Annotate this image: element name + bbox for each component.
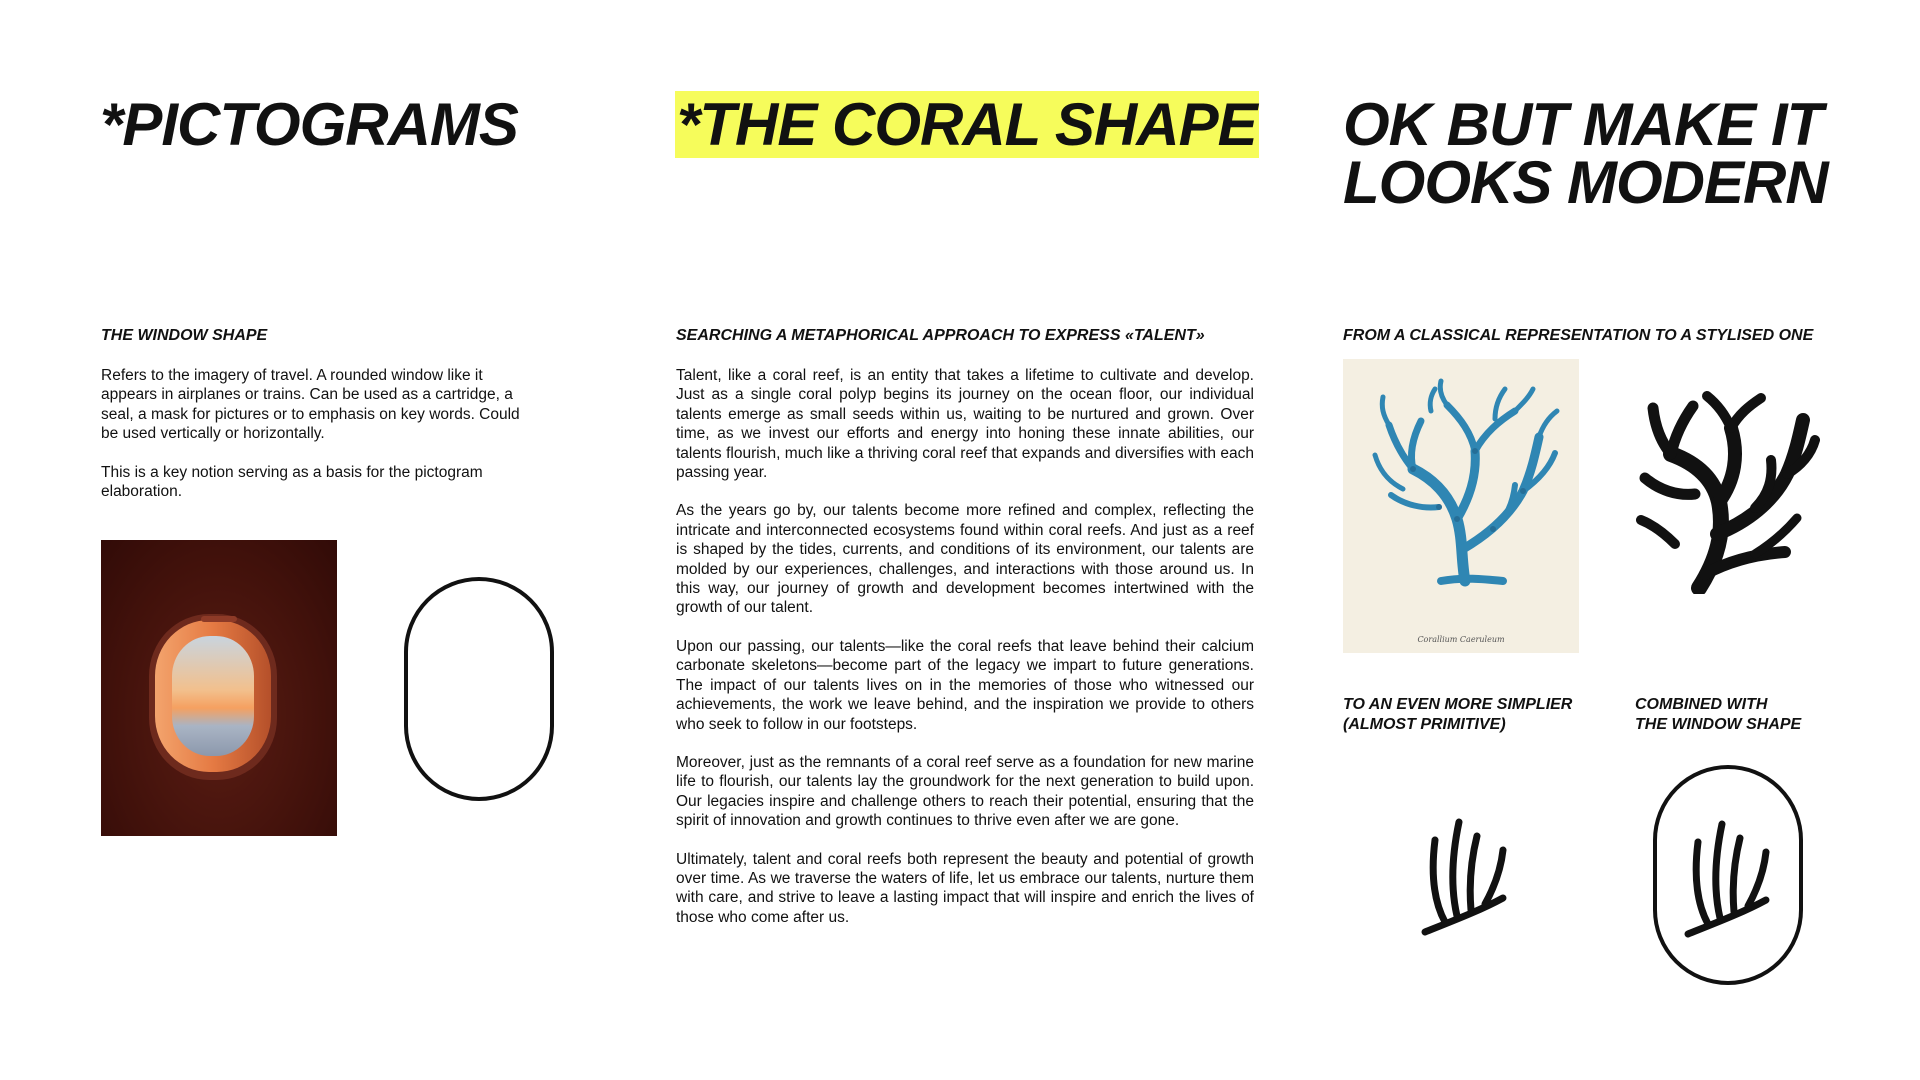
modern-title-line-2: LOOKS MODERN: [1343, 149, 1828, 216]
modern-title-line-1: OK BUT MAKE IT: [1343, 91, 1823, 158]
window-shape-icon: [403, 576, 555, 802]
coral-subtitle: SEARCHING A METAPHORICAL APPROACH TO EXPRESS «TALENT»: [676, 327, 1205, 344]
window-shape-description: [101, 366, 531, 520]
coral-paragraph-2: As the years go by, our talents become more refined and complex, reflecting the intricate and interconnected ecosystems found within coral reefs. And just as a reef is shaped by the tides, currents, and conditions of its environment, our talents are molded by our experiences, challenges, and interactions with those around us. In this way, our journey of growth and development becomes intertwined with the growth of our talent.: [676, 502, 1254, 617]
coral-title-highlight: *THE CORAL SHAPE: [677, 91, 1257, 158]
caption-primitive-line-2: (ALMOST PRIMITIVE): [1343, 716, 1506, 733]
coral-paragraph-4: Moreover, just as the remnants of a coral reef serve as a foundation for new marine life to flourish, our talents lay the groundwork for the next generation to build upon. Our legacies inspire and challenge others to reach their potential, ensuring that the spirit of innovation and growth continues to thrive even after we are gone.: [676, 753, 1254, 830]
caption-primitive: [1343, 695, 1572, 735]
coral-window-icon: [1652, 764, 1804, 986]
window-shape-paragraph-2: This is a key notion serving as a basis for the pictogram elaboration.: [101, 463, 483, 501]
coral-engraving-drawing: [1343, 359, 1579, 653]
coral-shape-title: [675, 91, 1259, 158]
airplane-window-illustration: [101, 540, 337, 836]
window-shape-subtitle: THE WINDOW SHAPE: [101, 327, 268, 344]
coral-silhouette-icon: [1635, 384, 1821, 594]
modern-title: [1343, 91, 1828, 216]
coral-primitive-icon: [1415, 810, 1515, 940]
coral-essay: [676, 366, 1254, 946]
pictograms-title: *PICTOGRAMS: [100, 91, 518, 158]
modern-subtitle: FROM A CLASSICAL REPRESENTATION TO A STYLISED ONE: [1343, 327, 1814, 344]
caption-combined: [1635, 695, 1801, 735]
airplane-window-photo: [101, 540, 337, 836]
coral-paragraph-5: Ultimately, talent and coral reefs both represent the beauty and potential of growth over time. As we traverse the waters of life, let us embrace our talents, nurture them with care, and strive to leave a lasting impact that will inspire and enrich the lives of those who come after us.: [676, 850, 1254, 926]
caption-primitive-line-1: TO AN EVEN MORE SIMPLIER: [1343, 696, 1573, 713]
coral-paragraph-1: Talent, like a coral reef, is an entity that takes a lifetime to cultivate and develop. Just as a single coral polyp begins its journey on the ocean floor, our individual talents emerge as small seeds within us, waiting to be nurtured and grown. Over time, as we invest our efforts and energy into honing these innate abilities, our talents flourish, much like a thriving coral reef that expands and diversifies with each passing year.: [676, 367, 1254, 482]
engraving-caption: Corallium Caeruleum: [1417, 635, 1505, 644]
caption-combined-line-1: COMBINED WITH: [1635, 696, 1768, 713]
caption-combined-line-2: THE WINDOW SHAPE: [1635, 716, 1802, 733]
window-shape-paragraph-1: Refers to the imagery of travel. A rounded window like it appears in airplanes or trains. Can be used as a cartridge, a seal, a mask for pictures or to emphasis on key words. Could be used vertically or horizontally.: [101, 367, 520, 443]
coral-paragraph-3: Upon our passing, our talents—like the coral reefs that leave behind their calcium carbonate skeletons—become part of the legacy we impart to future generations. The impact of our talents lives on in the memories of those who witnessed our achievements, the work we leave behind, and the inspiration we provide to others who seek to follow in our footsteps.: [676, 637, 1254, 733]
coral-engraving: [1343, 359, 1579, 653]
